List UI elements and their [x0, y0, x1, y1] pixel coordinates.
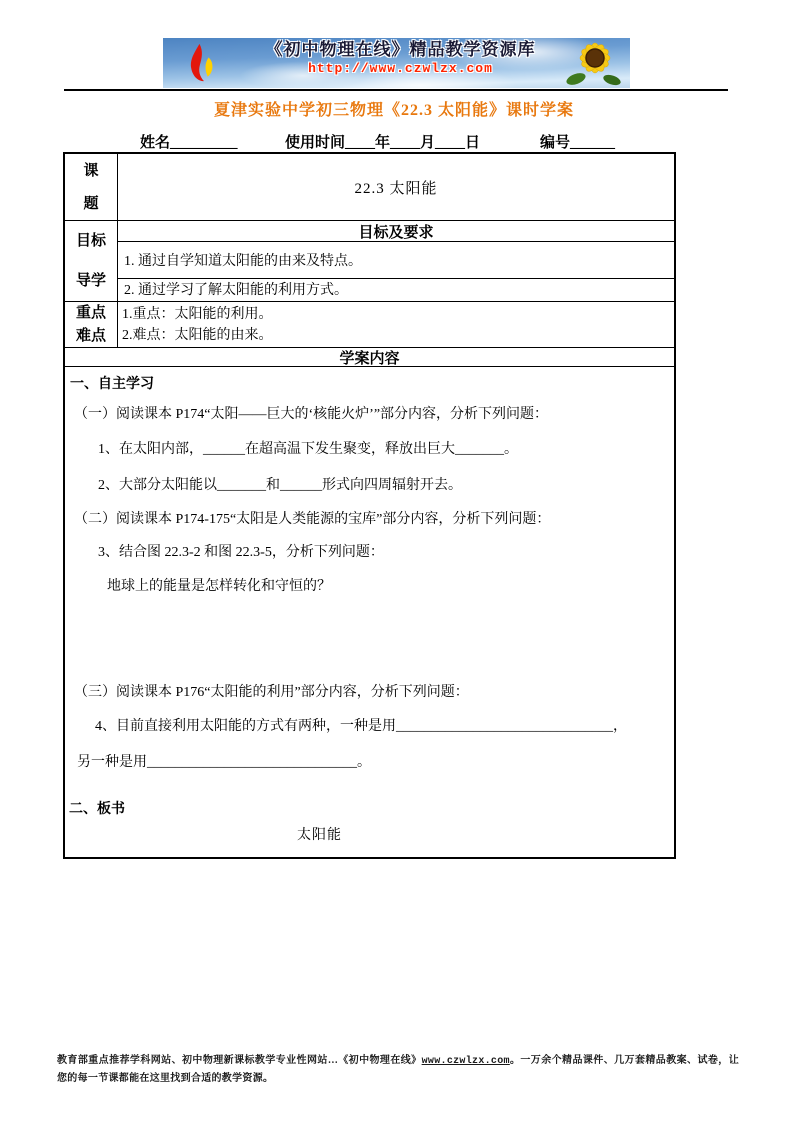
focus-item: 2.难点：太阳能的由来。 — [122, 327, 273, 343]
footer-text: 教育部重点推荐学科网站、初中物理新课标教学专业性网站…《初中物理在线》 — [57, 1055, 422, 1066]
goals-header-cell — [65, 221, 118, 301]
fill-blank-question: 1、在太阳内部，______在超高温下发生聚变，释放出巨大_______。 — [98, 442, 518, 457]
topic-header-char: 课 — [83, 162, 99, 179]
name-field: 姓名_________ — [140, 135, 238, 151]
question: 3、结合图 22.3-2 和图 22.3-5，分析下列问题： — [98, 545, 384, 560]
question: 地球上的能量是怎样转化和守恒的？ — [107, 579, 331, 594]
goals-header-line: 目标 — [75, 233, 106, 249]
flame-logo-icon — [185, 43, 223, 88]
board-title: 太阳能 — [297, 828, 342, 843]
fill-blank-question: 另一种是用______________________________。 — [77, 755, 371, 770]
topic-value: 22.3 太阳能 — [354, 180, 438, 197]
table-row-topic — [65, 154, 674, 221]
fill-blank-question: 4、目前直接利用太阳能的方式有两种，一种是用_______________________________， — [95, 719, 627, 734]
table-row-goals — [65, 221, 674, 302]
content-area — [65, 367, 674, 857]
content-header-row: 学案内容 — [65, 348, 674, 367]
reading-task: （二）阅读课本 P174-175“太阳是人类能源的宝库”部分内容，分析下列问题： — [74, 512, 551, 527]
focus-header-line: 重点 — [75, 305, 106, 322]
sunflower-icon — [562, 38, 624, 88]
fill-blank-question: 2、大部分太阳能以_______和______形式向四周辐射开去。 — [98, 478, 462, 493]
footer-note — [57, 1052, 739, 1087]
banner-site-url[interactable]: http://www.czwlzx.com — [308, 61, 493, 76]
table-row-focus — [65, 302, 674, 348]
focus-header-cell — [65, 302, 118, 347]
number-field: 编号______ — [540, 135, 616, 151]
section-heading: 一、自主学习 — [70, 377, 154, 392]
topic-header-char: 题 — [83, 195, 99, 212]
goal-item: 2. 通过学习了解太阳能的利用方式。 — [124, 283, 348, 298]
goals-subheader: 目标及要求 — [118, 221, 674, 242]
site-banner — [163, 38, 630, 88]
worksheet-table — [63, 152, 676, 859]
goals-header-line: 导学 — [75, 273, 106, 289]
reading-task: （三）阅读课本 P176“太阳能的利用”部分内容，分析下列问题： — [74, 685, 469, 700]
focus-item: 1.重点：太阳能的利用。 — [122, 306, 273, 322]
footer-text: 。一万余个精品课件、几万套精品教案、试卷，让您的每一节课都能在这里找到合适的教学资源。 — [57, 1055, 740, 1084]
header-divider — [64, 89, 728, 91]
reading-task: （一）阅读课本 P174“太阳——巨大的‘核能火炉’”部分内容，分析下列问题： — [74, 407, 549, 422]
time-field: 使用时间____年____月____日 — [285, 135, 481, 151]
section-heading: 二、板书 — [69, 802, 125, 817]
topic-header-cell — [65, 154, 118, 220]
footer-link[interactable]: www.czwlzx.com — [421, 1056, 510, 1067]
info-line — [0, 131, 788, 153]
banner-site-name: 《初中物理在线》精品教学资源库 — [265, 40, 536, 59]
page-title: 夏津实验中学初三物理《22.3 太阳能》课时学案 — [213, 102, 574, 119]
goal-item: 1. 通过自学知道太阳能的由来及特点。 — [118, 242, 674, 279]
focus-header-line: 难点 — [75, 327, 106, 344]
